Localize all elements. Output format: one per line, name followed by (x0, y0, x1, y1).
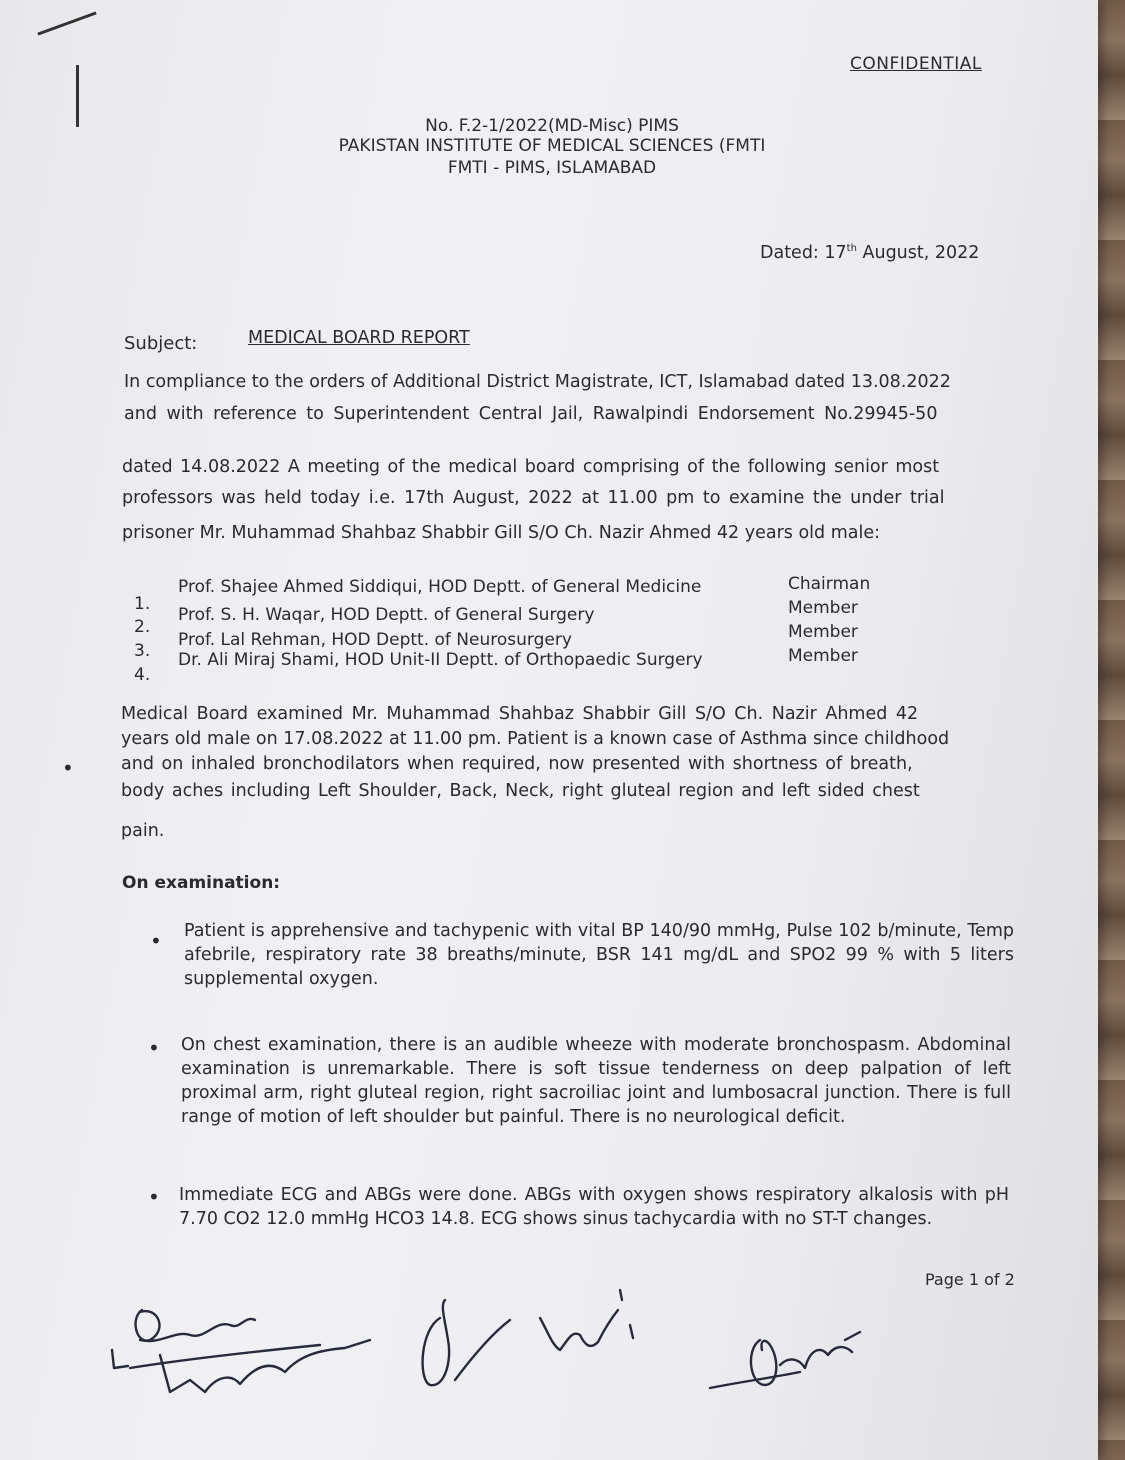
intro-line: prisoner Mr. Muhammad Shahbaz Shabbir Gill S/O Ch. Nazir Ahmed 42 years old male: (122, 523, 881, 543)
exam-finding-vitals: Patient is apprehensive and tachypenic with vital BP 140/90 mmHg, Pulse 102 b/minute, Temp afebrile, respiratory rate 38 breaths/minute, BSR 141 mg/dL and SPO2 99 % with 5 liters supplemental oxygen. (184, 921, 1014, 989)
exam-summary-line: Medical Board examined Mr. Muhammad Shahbaz Shabbir Gill S/O Ch. Nazir Ahmed 42 (121, 704, 919, 724)
date-superscript: th (846, 243, 857, 255)
bullet-icon: • (148, 1036, 160, 1060)
board-member-number: 3. (134, 641, 151, 661)
exam-summary-line: years old male on 17.08.2022 at 11.00 pm. Patient is a known case of Asthma since childhood (121, 729, 950, 749)
board-member-role: Chairman (788, 574, 871, 594)
date-suffix: August, 2022 (856, 243, 980, 263)
signature-3 (540, 1290, 633, 1350)
bullet-icon: • (148, 1185, 160, 1209)
exam-finding-chest: On chest examination, there is an audible wheeze with moderate bronchospasm. Abdominal examination is unremarkable. There is soft tissue tenderness on deep palpation of left proximal arm, right gluteal region, right sacroiliac joint and lumbosacral junction. There is full range of motion of left shoulder but painful. There is no neurological deficit. (181, 1035, 1011, 1127)
signature-2 (423, 1300, 510, 1385)
board-member-name: Prof. Lal Rehman, HOD Deptt. of Neurosurgery (178, 630, 572, 650)
margin-vertical-mark (76, 65, 79, 127)
board-member-role: Member (788, 646, 858, 666)
intro-line: In compliance to the orders of Additional District Magistrate, ICT, Islamabad dated 13.08.2022 (124, 372, 951, 392)
margin-stroke (37, 11, 96, 35)
exam-summary-line: body aches including Left Shoulder, Back, Neck, right gluteal region and left sided chest (121, 781, 920, 801)
exam-summary-line: pain. (121, 821, 165, 841)
subject-title: MEDICAL BOARD REPORT (248, 328, 470, 348)
signature-1 (112, 1310, 370, 1392)
board-member-name: Prof. Shajee Ahmed Siddiqui, HOD Deptt. of General Medicine (178, 577, 702, 597)
board-member-number: 1. (134, 594, 151, 614)
board-member-role: Member (788, 598, 858, 618)
on-examination-heading: On examination: (122, 873, 281, 893)
exam-finding-ecg-abg: Immediate ECG and ABGs were done. ABGs with oxygen shows respiratory alkalosis with pH 7.70 CO2 12.0 mmHg HCO3 14.8. ECG shows sinus tachycardia with no ST-T changes. (179, 1185, 1009, 1229)
exam-summary-line: and on inhaled bronchodilators when required, now presented with shortness of breath, (121, 754, 913, 774)
institute-location: FMTI - PIMS, ISLAMABAD (447, 158, 657, 178)
board-member-role: Member (788, 622, 858, 642)
subject-label: Subject: (124, 333, 198, 354)
document-date (760, 243, 979, 263)
page-number: Page 1 of 2 (925, 1270, 1015, 1289)
reference-number: No. F.2-1/2022(MD-Misc) PIMS (425, 116, 679, 136)
intro-line: dated 14.08.2022 A meeting of the medical board comprising of the following senior most (122, 457, 940, 477)
institute-name: PAKISTAN INSTITUTE OF MEDICAL SCIENCES (FMTI (338, 136, 766, 156)
signature-4 (710, 1332, 860, 1388)
board-member-name: Dr. Ali Miraj Shami, HOD Unit-II Deptt. of Orthopaedic Surgery (178, 650, 703, 670)
intro-line: and with reference to Superintendent Central Jail, Rawalpindi Endorsement No.29945-50 (124, 404, 938, 424)
board-member-number: 2. (134, 617, 151, 637)
intro-line: professors was held today i.e. 17th August, 2022 at 11.00 pm to examine the under trial (122, 488, 945, 508)
confidential-label: CONFIDENTIAL (850, 54, 982, 74)
stray-dot: • (62, 756, 74, 780)
bullet-icon: • (150, 929, 162, 953)
date-prefix: Dated: 17 (760, 243, 847, 263)
board-member-name: Prof. S. H. Waqar, HOD Deptt. of General Surgery (178, 605, 595, 625)
board-member-number: 4. (134, 665, 151, 685)
